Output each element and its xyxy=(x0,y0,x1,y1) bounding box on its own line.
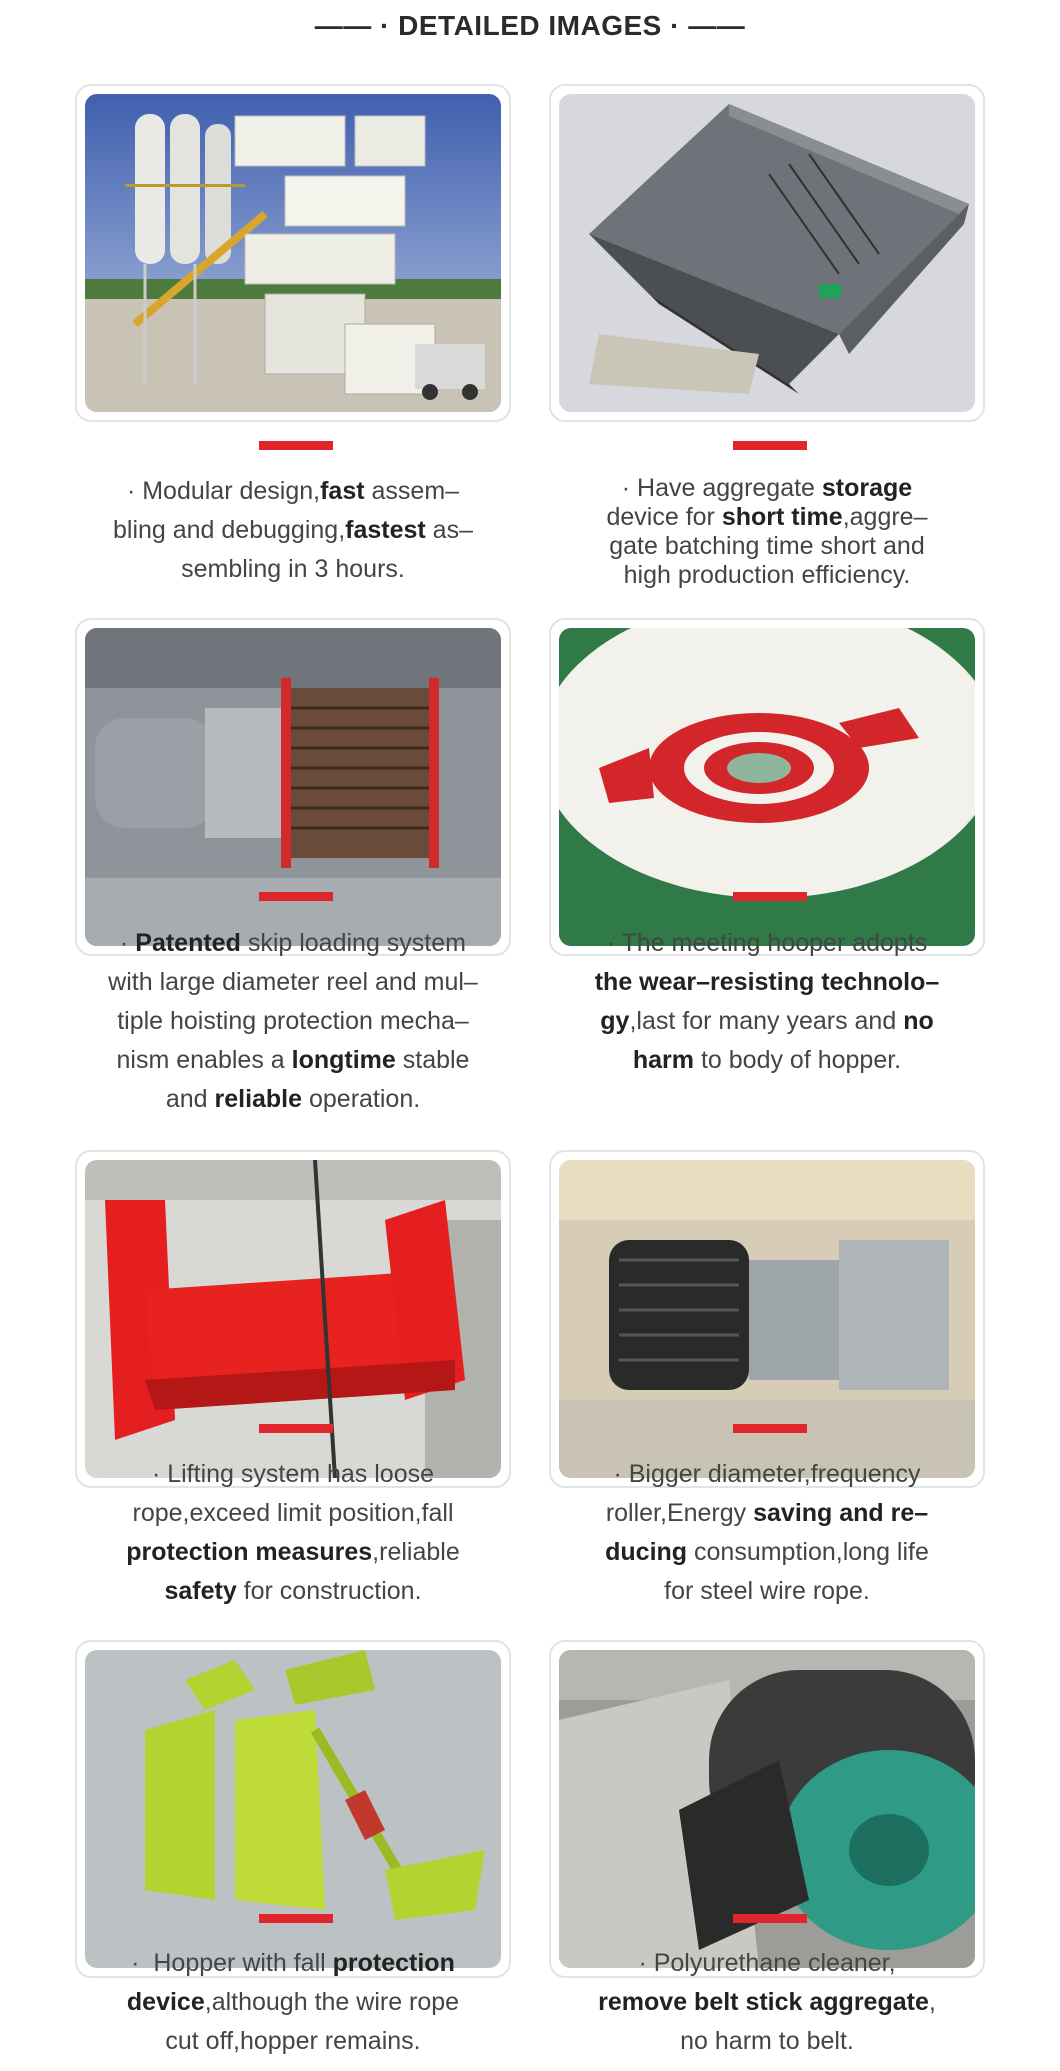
image-card-2 xyxy=(549,84,985,422)
caption-5: · Lifting system has loose rope,exceed limit position,fall protection measures,reliable safety for construction. xyxy=(126,1460,460,1605)
caption-3: · Patented skip loading system with large diameter reel and mul– tiple hoisting protection mecha– nism enables a longtime stable and reliable operation. xyxy=(108,929,478,1113)
image-card-1 xyxy=(75,84,511,422)
modular-batching-plant-image xyxy=(85,94,501,412)
red-divider-bar xyxy=(733,892,807,901)
red-divider-bar xyxy=(733,1424,807,1433)
red-divider-bar xyxy=(259,1424,333,1433)
caption-8: · Polyurethane cleaner, remove belt stick aggregate, no harm to belt. xyxy=(598,1949,936,2055)
red-divider-bar xyxy=(259,892,333,901)
caption-7: · Hopper with fall protection device,although the wire rope cut off,hopper remains. xyxy=(126,1949,460,2055)
image-card-8 xyxy=(549,1640,985,1978)
red-divider-bar xyxy=(259,1914,333,1923)
image-card-4 xyxy=(549,618,985,956)
section-title: —— · DETAILED IMAGES · —— xyxy=(314,10,746,41)
image-card-7 xyxy=(75,1640,511,1978)
caption-1: · Modular design,fast assem– bling and debugging,fastest as– sembling in 3 hours. xyxy=(112,477,473,583)
image-card-6 xyxy=(549,1150,985,1488)
red-divider-bar xyxy=(259,441,333,450)
aggregate-storage-hopper-image xyxy=(559,94,975,412)
image-card-3 xyxy=(75,618,511,956)
caption-2: · Have aggregate storage device for short time,aggre– gate batching time short and high production efficiency. xyxy=(606,474,928,589)
caption-4: · The meeting hooper adopts the wear–resisting technolo– gy,last for many years and no harm to body of hopper. xyxy=(594,929,940,1074)
red-divider-bar xyxy=(733,1914,807,1923)
image-card-5 xyxy=(75,1150,511,1488)
red-divider-bar xyxy=(733,441,807,450)
caption-6: · Bigger diameter,frequency roller,Energy saving and re– ducing consumption,long life for steel wire rope. xyxy=(605,1460,929,1605)
